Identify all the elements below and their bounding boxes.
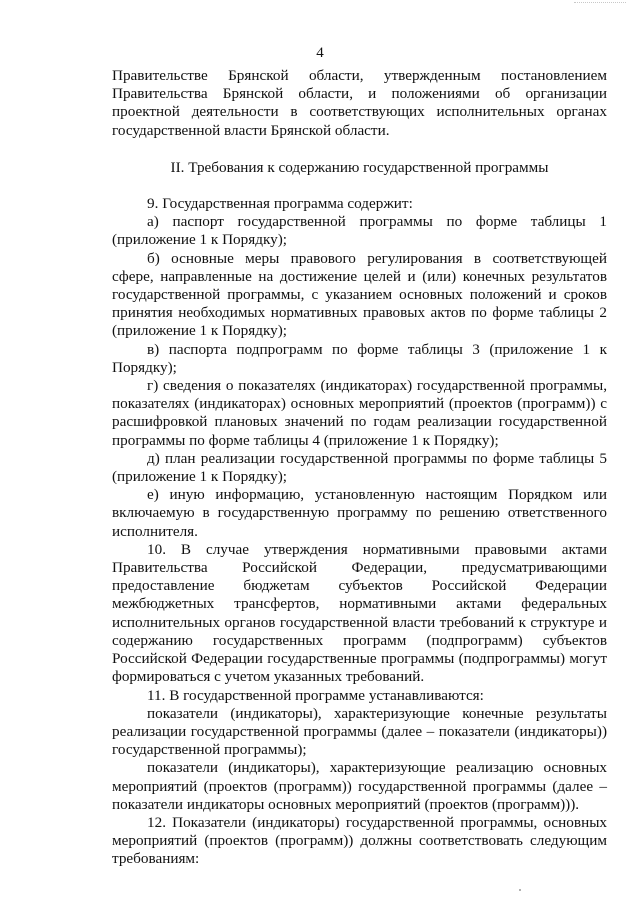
paragraph-12: 12. Показатели (индикаторы) государственной программы, основных мероприятий (проектов (программ)) должны соответствовать следующим требованиям: [112,813,607,868]
paragraph-11: 11. В государственной программе устанавливаются: [147,686,484,704]
paragraph-11-indicators-final: показатели (индикаторы), характеризующие конечные результаты реализации государственной программы (далее – показатели (индикаторы)) государственной программы); [112,704,607,759]
page-number: 4 [316,45,324,61]
section-heading: II. Требования к содержанию государственной программы [170,158,549,176]
list-item-a: а) паспорт государственной программы по форме таблицы 1 (приложение 1 к Порядку); [112,213,607,249]
scan-speck [519,889,521,891]
list-item-e: е) иную информацию, установленную настоящим Порядком или включаемую в государственную программу по решению ответственного исполнителя. [112,486,607,540]
list-item-d: д) план реализации государственной программы по форме таблицы 5 (приложение 1 к Порядку); [112,449,607,486]
paragraph-10: 10. В случае утверждения нормативными правовыми актами Правительства Российской Федерации, предусматривающими предоставление бюджетам субъектов Российской Федерации межбюджетных трансфертов, нормативными актами федеральных исполнительных органов государственной власти требований к структуре и содержанию государственных программ (подпрограмм) субъектов Российской Федерации государственные программы (подпрограммы) могут формироваться с учетом указанных требований. [112,540,607,686]
paragraph-9: 9. Государственная программа содержит: [147,195,413,213]
list-item-g: г) сведения о показателях (индикаторах) государственной программы, показателях (индикаторах) основных мероприятий (проектов (программ)) с расшифровкой плановых значений по годам реализации государственной программы по форме таблицы 4 (приложение 1 к Порядку); [112,377,607,449]
list-item-v: в) паспорта подпрограмм по форме таблицы 3 (приложение 1 к Порядку); [112,340,607,376]
paragraph-intro-continuation: Правительстве Брянской области, утвержденным постановлением Правительства Брянской области, и положениями об организации проектной деятельности в соответствующих исполнительных органах государственной власти Брянской области. [112,67,607,139]
list-item-b: б) основные меры правового регулирования в соответствующей сфере, направленные на достижение целей и (или) конечных результатов государственной программы, с указанием основных положений и сроков принятия необходимых нормативных правовых актов по форме таблицы 2 (приложение 1 к Порядку); [112,249,607,340]
document-body [112,67,607,869]
scan-corner-mark [574,2,626,5]
paragraph-11-indicators-main-events: показатели (индикаторы), характеризующие реализацию основных мероприятий (проектов (программ)) государственной программы (далее – показатели индикаторы основных мероприятий (проектов (программ))). [112,759,607,813]
